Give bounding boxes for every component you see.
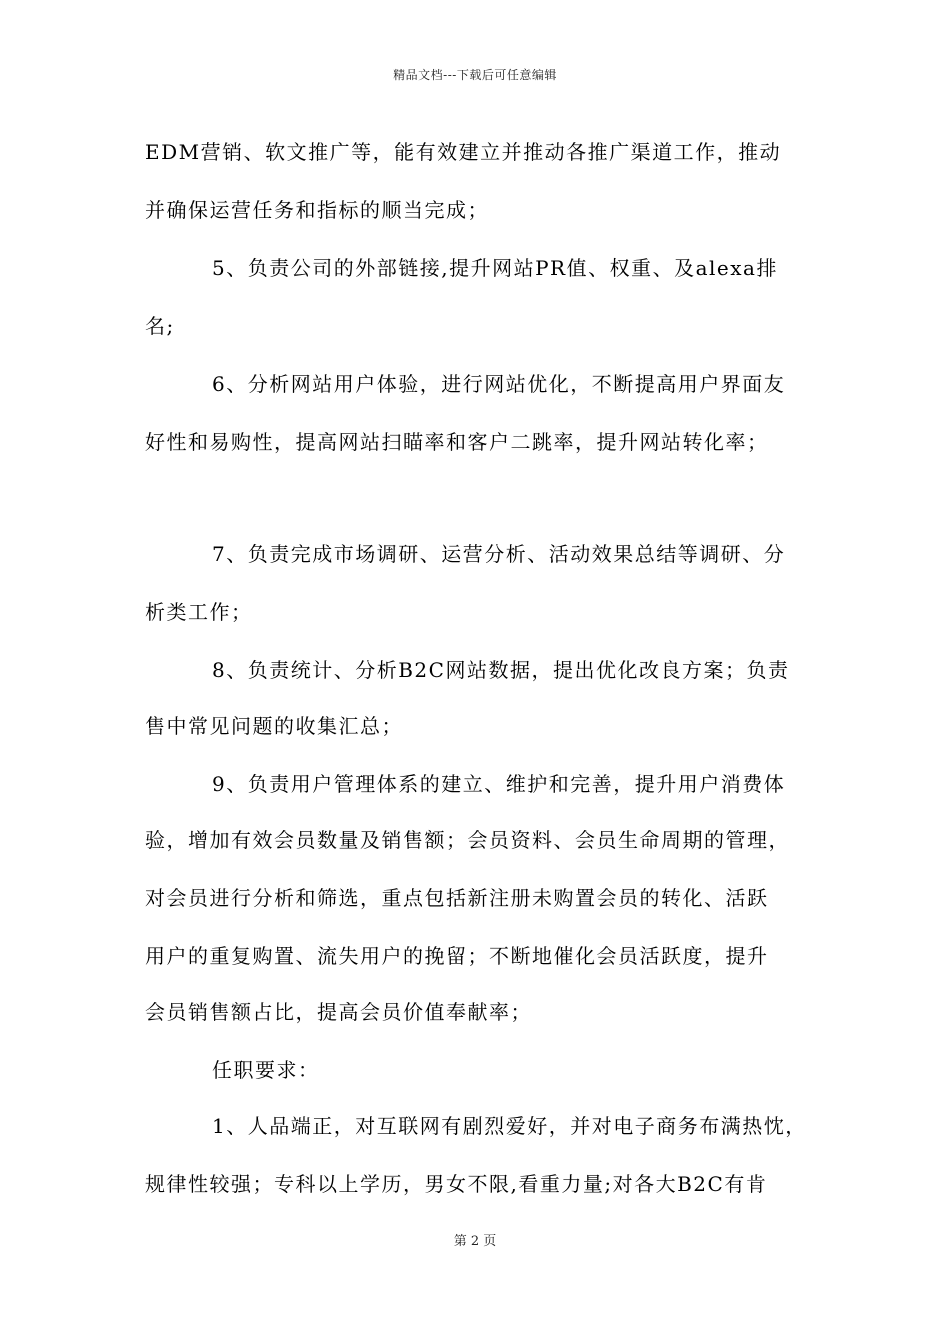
- body-line: 对会员进行分析和筛选，重点包括新注册未购置会员的转化、活跃: [145, 886, 769, 910]
- page-header: 精品文档---下载后可任意编辑: [393, 68, 557, 82]
- body-line: 好性和易购性，提高网站扫瞄率和客户二跳率，提升网站转化率；: [145, 430, 769, 454]
- body-line: 售中常见问题的收集汇总；: [145, 714, 403, 738]
- body-line: 验，增加有效会员数量及销售额；会员资料、会员生命周期的管理，: [145, 828, 790, 852]
- body-line: 5、负责公司的外部链接,提升网站PR值、权重、及alexa排: [212, 256, 778, 280]
- body-line: 9、负责用户管理体系的建立、维护和完善，提升用户消费体: [212, 772, 786, 796]
- body-line: 规律性较强；专科以上学历，男女不限,看重力量;对各大B2C有肯: [145, 1172, 768, 1196]
- page-number: 第 2 页: [453, 1234, 497, 1249]
- body-line: 析类工作；: [145, 600, 253, 624]
- body-line: 8、负责统计、分析B2C网站数据，提出优化改良方案；负责: [212, 658, 790, 682]
- body-line: 任职要求：: [212, 1058, 320, 1082]
- body-line: EDM营销、软文推广等，能有效建立并推动各推广渠道工作，推动: [145, 140, 782, 164]
- body-line: 并确保运营任务和指标的顺当完成；: [145, 198, 489, 222]
- body-line: 用户的重复购置、流失用户的挽留；不断地催化会员活跃度，提升: [145, 944, 769, 968]
- body-line: 6、分析网站用户体验，进行网站优化，不断提高用户界面友: [212, 372, 786, 396]
- body-line: 1、人品端正，对互联网有剧烈爱好，并对电子商务布满热忱，: [212, 1114, 807, 1138]
- body-line: 7、负责完成市场调研、运营分析、活动效果总结等调研、分: [212, 542, 786, 566]
- body-line: 名;: [145, 314, 175, 338]
- body-line: 会员销售额占比，提高会员价值奉献率；: [145, 1000, 532, 1024]
